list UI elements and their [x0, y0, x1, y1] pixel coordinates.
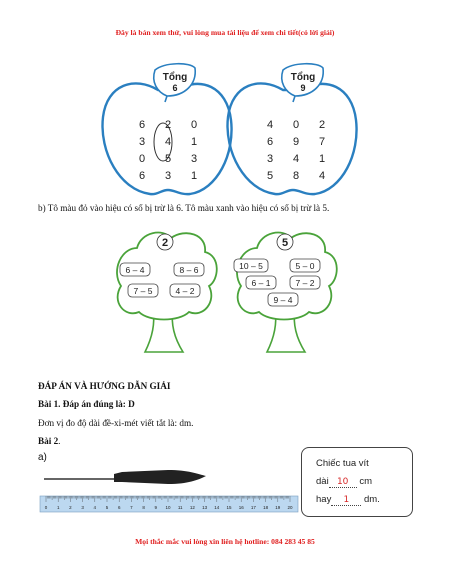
ruler-tick-label: 10	[165, 505, 171, 510]
answer-line-1	[316, 476, 372, 488]
apple-digit: 0	[190, 119, 198, 131]
ruler-tick-label: 1	[56, 505, 60, 510]
apple-digit: 4	[266, 119, 274, 131]
apple-digit: 2	[164, 119, 172, 131]
line2-unit: dm.	[363, 494, 380, 505]
answer-box-title: Chiếc tua vít	[316, 458, 369, 469]
tree-expression: 6 – 4	[125, 265, 145, 275]
apple-digit: 4	[164, 136, 172, 148]
ruler-tick-label: 19	[275, 505, 281, 510]
ruler-tick-label: 6	[117, 505, 121, 510]
apple-digit: 6	[138, 119, 146, 131]
bai2-punct: .	[58, 436, 61, 446]
ruler-tick-label: 17	[250, 505, 256, 510]
ruler-tick-label: 16	[238, 505, 244, 510]
apple-digit: 6	[266, 136, 274, 148]
apple-digit: 0	[138, 153, 146, 165]
ruler-tick-label: 5	[105, 505, 109, 510]
ruler-tick-label: 12	[189, 505, 195, 510]
ruler-tick-label: 14	[214, 505, 220, 510]
apple-tag-value: 6	[172, 83, 178, 93]
apple-digit: 5	[266, 170, 274, 182]
apple-digit: 3	[266, 153, 274, 165]
answer-line-2	[316, 494, 380, 506]
bai2-label: Bài 2	[38, 436, 59, 446]
line1-value: 10	[329, 477, 357, 488]
screwdriver	[44, 470, 206, 484]
tree-5	[237, 233, 337, 352]
ruler-tick-label: 9	[154, 505, 158, 510]
tree-expression: 10 – 5	[239, 261, 263, 271]
ruler-tick-label: 13	[202, 505, 208, 510]
hotline-banner: Mọi thắc mắc vui lòng xin liên hệ hotline: 084 283 45 85	[135, 537, 315, 546]
ruler-tick-label: 18	[263, 505, 269, 510]
ruler-figure	[38, 460, 300, 518]
apple-digit: 1	[318, 153, 326, 165]
trees-figure	[105, 226, 345, 356]
preview-banner: Đây là bản xem thử, vui lòng mua tài liệu để xem chi tiết(có lời giải)	[115, 28, 335, 37]
apple-digit: 1	[190, 170, 198, 182]
tree-expression: 7 – 2	[295, 278, 315, 288]
bai1-label: Bài 1	[38, 399, 59, 409]
line2-value: 1	[331, 495, 361, 506]
line1-unit: cm	[359, 476, 372, 487]
tree-expression: 8 – 6	[179, 265, 199, 275]
ruler-tick-label: 4	[93, 505, 97, 510]
ruler-tick-label: 20	[287, 505, 293, 510]
apple-digit: 0	[292, 119, 300, 131]
ruler-tick-label: 3	[81, 505, 84, 510]
apple-tag-value: 9	[300, 83, 306, 93]
bai1-explanation: Đơn vị đo độ dài đề-xi-mét viết tắt là: dm.	[38, 418, 194, 428]
line1-prefix: dài	[316, 476, 329, 487]
apple-digit: 4	[292, 153, 300, 165]
ruler-tick-label: 15	[226, 505, 232, 510]
apple-digit: 7	[318, 136, 326, 148]
ruler-tick-label: 11	[177, 505, 183, 510]
apple-digit: 5	[164, 153, 172, 165]
apple-digit: 9	[292, 136, 300, 148]
tree-number: 2	[161, 237, 169, 249]
tree-expression: 6 – 1	[251, 278, 271, 288]
bai2-line	[38, 436, 60, 446]
apple-digit: 3	[138, 136, 146, 148]
bai1-answer: . Đáp án đúng là: D	[58, 399, 135, 409]
line2-prefix: hay	[316, 494, 332, 505]
apple-digit: 4	[318, 170, 326, 182]
apple-digit: 2	[318, 119, 326, 131]
tree-expression: 7 – 5	[133, 286, 153, 296]
apple-digit: 3	[190, 153, 198, 165]
ruler-tick-label: 0	[44, 505, 48, 510]
tree-expression: 5 – 0	[295, 261, 315, 271]
ruler-tick-label: 8	[142, 505, 145, 510]
apple-tag-word: Tổng	[290, 72, 316, 83]
part-a-label: a)	[38, 452, 47, 463]
apple-digit: 6	[138, 170, 146, 182]
tree-expression: 4 – 2	[175, 286, 195, 296]
apple-digit: 1	[190, 136, 198, 148]
ruler-tick-label: 7	[130, 505, 133, 510]
apple-digit: 8	[292, 170, 300, 182]
bai1-line	[38, 399, 135, 409]
ruler-tick-label: 2	[69, 505, 72, 510]
answers-heading: ĐÁP ÁN VÀ HƯỚNG DẪN GIẢI	[38, 381, 171, 391]
apple-digit: 3	[164, 170, 172, 182]
tree-number: 5	[281, 237, 289, 249]
tree-expression: 9 – 4	[273, 295, 293, 305]
apple-tag-word: Tổng	[162, 72, 188, 83]
instruction-b: b) Tô màu đỏ vào hiệu có số bị trừ là 6. Tô màu xanh vào hiệu có số bị trừ là 5.	[38, 203, 330, 213]
answer-box	[301, 447, 413, 517]
apples-figure	[95, 62, 365, 202]
